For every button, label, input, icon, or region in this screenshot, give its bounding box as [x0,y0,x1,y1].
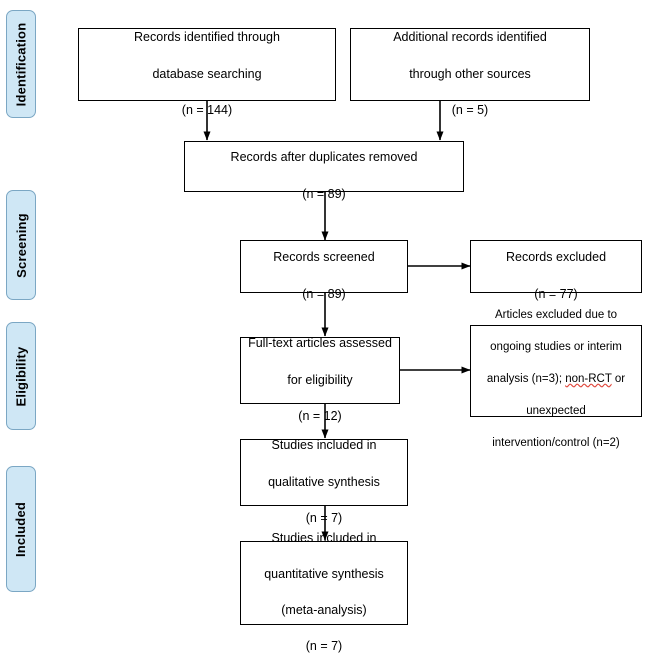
box-records-screened-text [273,230,374,303]
line-3: (n = 144) [181,102,233,117]
line-2: for eligibility [287,372,353,387]
stage-label-screening [6,190,36,300]
box-records-excluded [470,240,642,301]
line-2: through other sources [409,66,531,81]
stage-label-identification-text: Identification [13,22,29,106]
box-records-screened [240,240,408,301]
box-studies-quantitative-synthesis [240,530,408,654]
line-4: (n = 7) [305,639,343,654]
line-2: quantitative synthesis [264,566,384,581]
line-3-misspelled-term: non-RCT [565,373,612,385]
line-3: (n = 5) [451,102,489,117]
stage-label-eligibility [6,322,36,430]
line-2: database searching [152,66,262,81]
line-3: (n = 7) [305,510,343,525]
line-1: Records identified through [134,30,280,45]
line-2: (n = 89) [302,186,346,201]
box-articles-excluded [470,308,642,450]
box-articles-excluded-text [487,291,625,452]
stage-label-included-text: Included [13,501,29,557]
line-4: unexpected [526,405,586,418]
line-2: ongoing studies or interim [490,340,622,353]
line-2: qualitative synthesis [268,474,380,489]
line-2: (n = 89) [302,286,346,301]
line-1: Studies included in [271,438,377,453]
stage-label-included [6,466,36,592]
box-records-after-duplicates-removed [184,141,464,201]
stage-label-identification [6,10,36,118]
line-1: Records after duplicates removed [230,150,418,165]
box-full-text-articles-assessed-text [248,316,392,425]
box-records-identified-database-text [134,10,280,119]
line-1: Articles excluded due to [494,308,618,321]
box-studies-quantitative-synthesis-text [264,511,384,656]
stage-label-eligibility-text: Eligibility [13,346,29,406]
box-records-after-duplicates-removed-text [231,130,418,203]
line-3-c: or [611,373,626,385]
stage-label-screening-text: Screening [13,212,29,278]
line-1: Full-text articles assessed [248,336,392,351]
line-1: Records screened [273,250,375,265]
line-3: (n = 12) [298,408,342,423]
box-additional-records-other-sources-text [393,10,547,119]
box-full-text-articles-assessed [240,336,400,423]
line-1: Studies included in [271,530,377,545]
line-3: (meta-analysis) [281,603,367,618]
box-studies-qualitative-synthesis [240,438,408,525]
line-2: (n = 77) [534,286,578,301]
line-5: intervention/control (n=2) [492,437,620,450]
box-records-identified-database [78,28,336,117]
box-additional-records-other-sources [350,28,590,117]
line-1: Records excluded [505,250,607,265]
line-1: Additional records identified [393,30,547,45]
line-3-a: analysis (n=3); [486,373,566,385]
